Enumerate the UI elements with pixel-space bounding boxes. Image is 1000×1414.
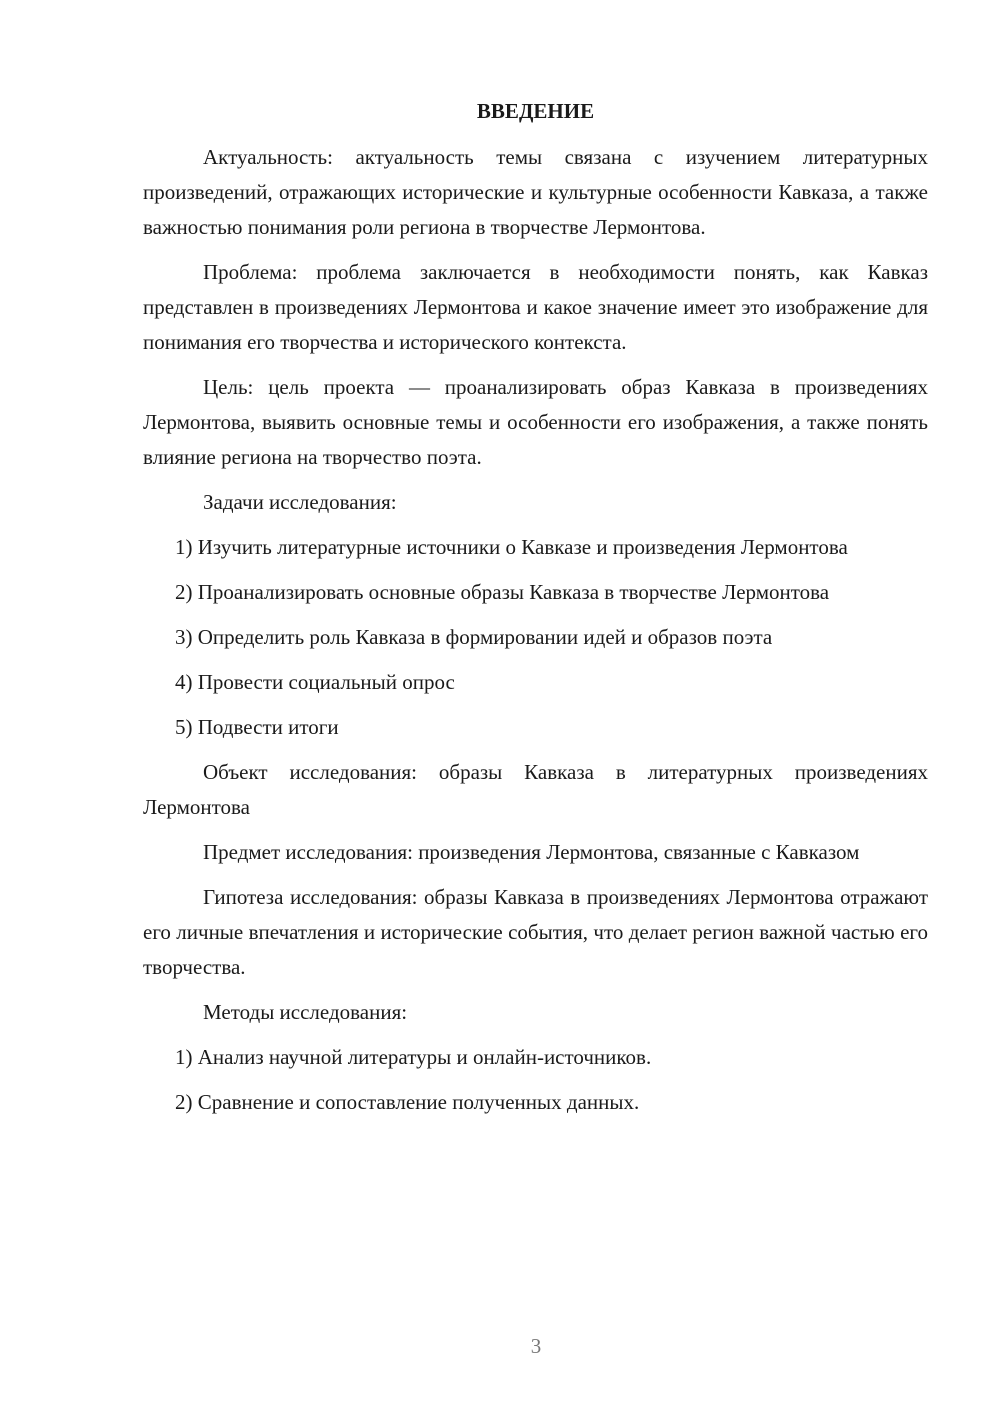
page-number: 3 xyxy=(530,1334,542,1358)
method-item: 1) Анализ научной литературы и онлайн-источников. xyxy=(175,1045,652,1069)
goal-paragraph: Цель: цель проекта — проанализировать образ Кавказа в произведениях Лермонтова, выявить основные темы и особенности его изображения, а также понять влияние региона на творчество поэта. xyxy=(143,375,928,469)
task-item: 1) Изучить литературные источники о Кавказе и произведения Лермонтова xyxy=(175,535,848,559)
subject-paragraph: Предмет исследования: произведения Лермонтова, связанные с Кавказом xyxy=(203,840,860,864)
methods-list xyxy=(143,1040,928,1120)
method-item: 2) Сравнение и сопоставление полученных данных. xyxy=(175,1090,640,1114)
document-page xyxy=(143,96,928,1130)
hypothesis-paragraph: Гипотеза исследования: образы Кавказа в произведениях Лермонтова отражают его личные впечатления и исторические события, что делает регион важной частью его творчества. xyxy=(143,885,928,979)
object-paragraph: Объект исследования: образы Кавказа в литературных произведениях Лермонтова xyxy=(143,760,928,819)
tasks-list xyxy=(143,530,928,745)
relevance-paragraph: Актуальность: актуальность темы связана с изучением литературных произведений, отражающих исторические и культурные особенности Кавказа, а также важностью понимания роли региона в творчестве Лермонтова. xyxy=(143,145,928,239)
problem-paragraph: Проблема: проблема заключается в необходимости понять, как Кавказ представлен в произведениях Лермонтова и какое значение имеет это изображение для понимания его творчества и исторического контекста. xyxy=(143,260,928,354)
task-item: 5) Подвести итоги xyxy=(175,715,339,739)
methods-heading: Методы исследования: xyxy=(203,1000,408,1024)
tasks-heading: Задачи исследования: xyxy=(203,490,397,514)
task-item: 4) Провести социальный опрос xyxy=(175,670,455,694)
section-title: ВВЕДЕНИЕ xyxy=(476,99,595,123)
task-item: 3) Определить роль Кавказа в формировании идей и образов поэта xyxy=(175,625,773,649)
task-item: 2) Проанализировать основные образы Кавказа в творчестве Лермонтова xyxy=(175,580,830,604)
